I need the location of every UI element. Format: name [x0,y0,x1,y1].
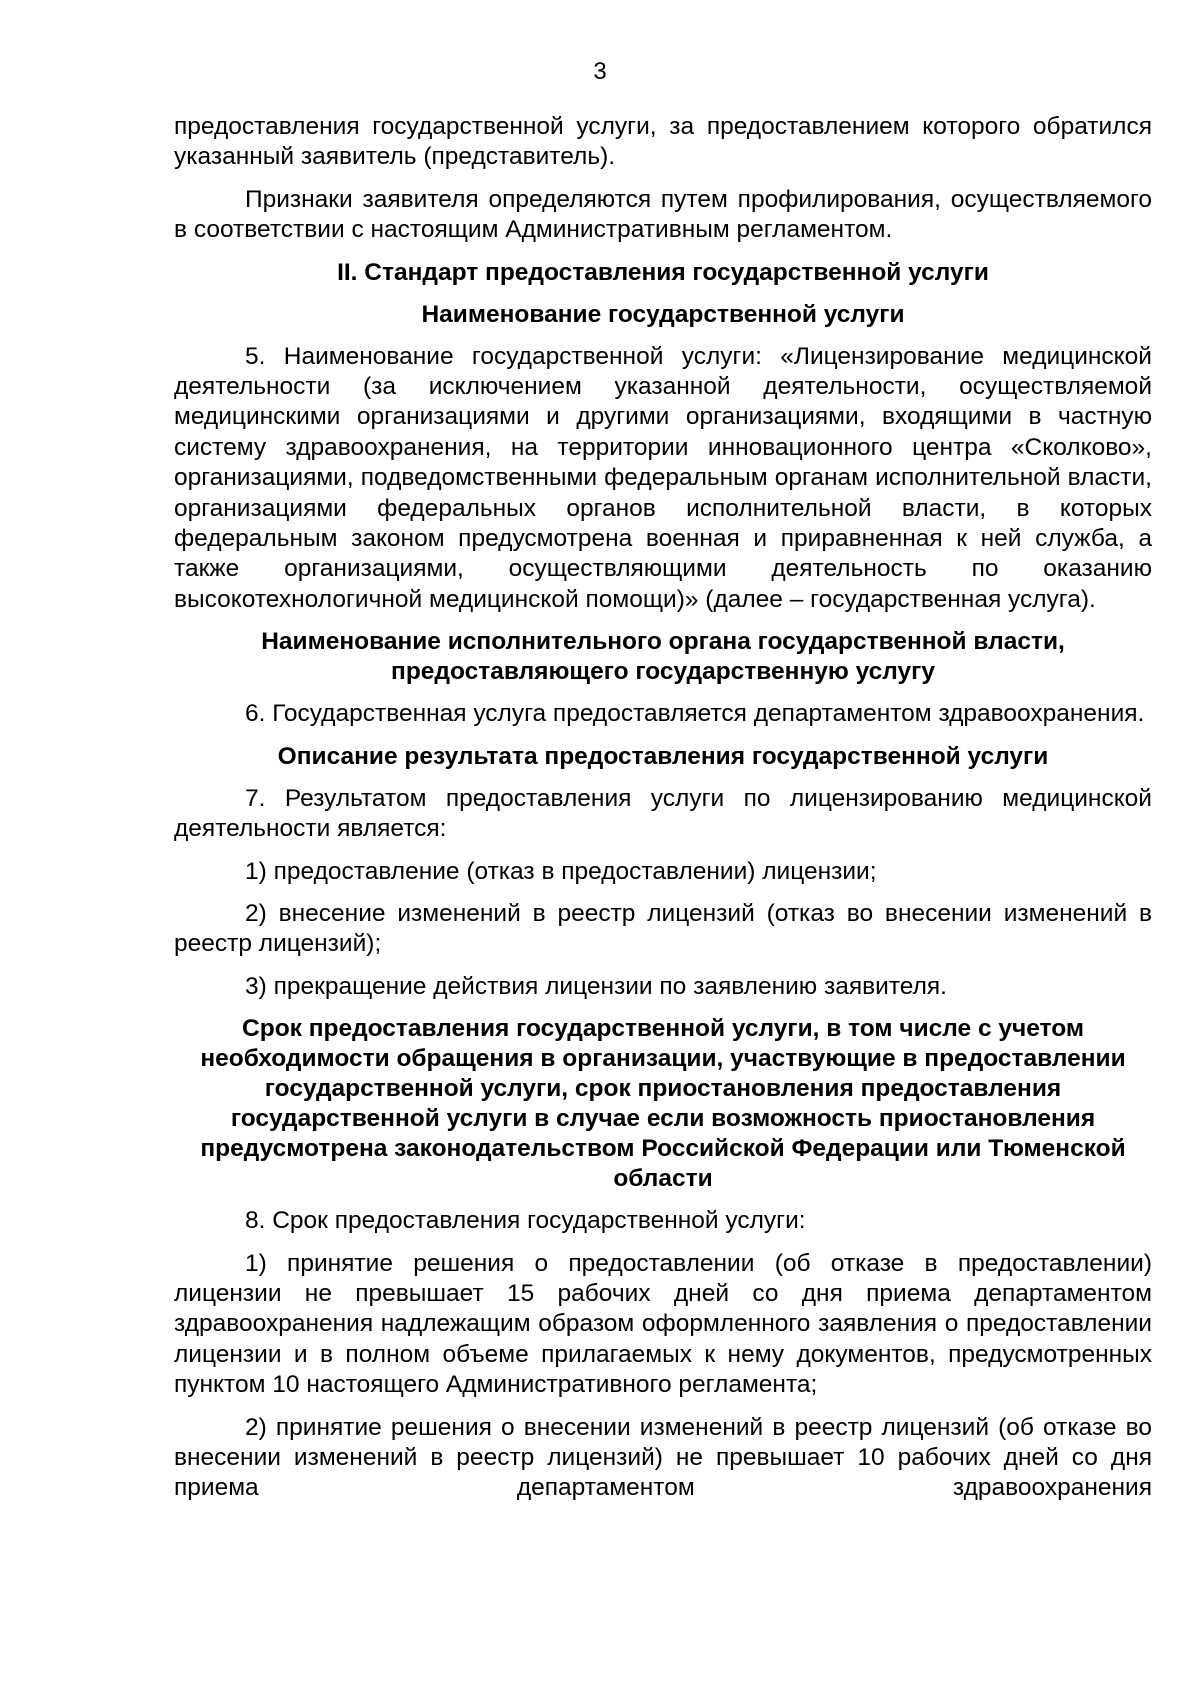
document-body [174,112,1152,1516]
paragraph-item-7: 7. Результатом предоставления услуги по лицензированию медицинской деятельности является: [174,784,1152,843]
subsection-heading-result: Описание результата предоставления государственной услуги [277,742,1049,770]
list-item-7-1: 1) предоставление (отказ в предоставлении) лицензии; [245,857,877,885]
subsection-heading-authority: Наименование исполнительного органа государственной власти, предоставляющего государственную услугу [261,628,1065,686]
subsection-heading-term: Срок предоставления государственной услуги, в том числе с учетом необходимости обращения в организации, участвующие в предоставлении государственной услуги, срок приостановления предоставления государственной услуги в случае если возможность приостановления предусмотрена законодательством Российской Федерации или Тюменской области [200,1015,1126,1193]
paragraph-item-5: 5. Наименование государственной услуги: «Лицензирование медицинской деятельности (за исключением указанной деятельности, осуществляемой медицинскими организациями и другими организациями, входящими в частную систему здравоохранения, на территории инновационного центра «Сколково», организациями, подведомственными федеральным органам исполнительной власти, организациями федеральных органов исполнительной власти, в которых федеральным законом предусмотрена военная и приравненная к ней служба, а также организациями, осуществляющими деятельность по оказанию высокотехнологичной медицинской помощи)» (далее – государственная услуга). [174,342,1152,613]
subsection-heading-service-name: Наименование государственной услуги [421,300,905,328]
list-item-7-2: 2) внесение изменений в реестр лицензий (отказ во внесении изменений в реестр лицензий); [174,899,1152,958]
paragraph-continuation: предоставления государственной услуги, за предоставлением которого обратился указанный заявитель (представитель). [174,113,1152,171]
list-item-7-3: 3) прекращение действия лицензии по заявлению заявителя. [245,972,947,1000]
paragraph-applicant-criteria: Признаки заявителя определяются путем профилирования, осуществляемого в соответствии с настоящим Административным регламентом. [174,185,1152,244]
paragraph-item-8: 8. Срок предоставления государственной услуги: [245,1207,806,1235]
list-item-8-2: 2) принятие решения о внесении изменений в реестр лицензий (об отказе во внесении изменений в реестр лицензий) не превышает 10 рабочих дней со дня приема департаментом здравоохранения [174,1413,1152,1502]
list-item-8-1: 1) принятие решения о предоставлении (об отказе в предоставлении) лицензии не превышает 15 рабочих дней со дня приема департаментом здравоохранения надлежащим образом оформленного заявления о предоставлении лицензии и в полном объеме прилагаемых к нему документов, предусмотренных пунктом 10 настоящего Административного регламента; [174,1249,1152,1399]
paragraph-item-6: 6. Государственная услуга предоставляется департаментом здравоохранения. [245,700,1145,728]
page-number: 3 [593,58,607,85]
section-heading: II. Стандарт предоставления государственной услуги [337,258,989,286]
